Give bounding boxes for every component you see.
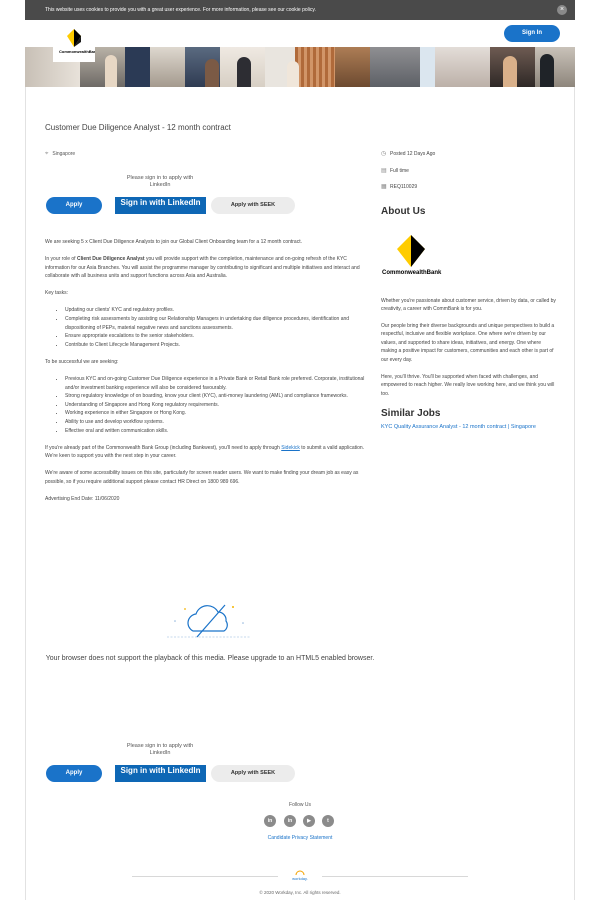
list-item: • Working experience in either Singapore or Hong Kong. (65, 409, 365, 418)
list-item: • Ability to use and develop workflow systems. (65, 418, 365, 427)
site-header (25, 20, 575, 54)
id-card-icon: ▦ (381, 184, 387, 190)
brand-logo[interactable] (53, 20, 95, 62)
about-logo-text: CommonwealthBank (382, 269, 442, 276)
job-title: Customer Due Diligence Analyst - 12 month contract (45, 123, 231, 132)
similar-job-link[interactable]: KYC Quality Assurance Analyst - 12 month contract | Singapore (381, 424, 536, 431)
list-item: • Updating our clients' KYC and regulatory profiles. (65, 306, 365, 315)
job-type (381, 167, 556, 184)
social-links (262, 815, 338, 827)
job-sidebar (381, 150, 556, 432)
workday-logo (288, 870, 312, 881)
document-icon: ▤ (381, 167, 387, 174)
clock-icon: ◷ (381, 151, 387, 157)
role-paragraph: In your role of Client Due Diligence Analyst you will provide support with the completion, maintenance and on-going refresh of the KYC information for our Asia Branches. You will assist the programme manager by contributing to significant and multiple initiatives and interact and collaborate with all business units and support functions across Asia and Australia. (45, 256, 360, 280)
cloud-off-icon (163, 599, 255, 643)
commbank-logo-icon (53, 20, 95, 62)
posted-date-label: Posted 12 Days Ago (390, 151, 436, 157)
location-pin-icon: ⌖ (45, 151, 49, 157)
list-item: • Understanding of Singapore and Hong Kong regulatory requirements. (65, 401, 365, 410)
sign-in-button[interactable]: Sign In (504, 25, 560, 42)
intro-paragraph: We are seeking 5 x Client Due Diligence Analysts to join our Global Client Onboarding team for a 12 month contract. (45, 239, 302, 245)
apply-actions-bottom (46, 743, 296, 783)
close-icon[interactable]: × (557, 5, 567, 15)
candidate-privacy-link[interactable]: Candidate Privacy Statement (267, 835, 333, 841)
requisition-id-label: REQ110029 (390, 184, 418, 190)
linkedin-prompt: Please sign in to apply with LinkedIn (126, 175, 194, 188)
advertising-end-date: Advertising End Date: 11/06/2020 (45, 496, 120, 503)
list-item: • Strong regulatory knowledge of on boarding, know your client (KYC), anti-money laundering (AML) and compliance frameworks. (65, 392, 365, 401)
about-paragraph-2: Our people bring their diverse backgrounds and unique perspectives to build a respectful, inclusive and flexible workplace. One where we're driven by our values, and supported to share ideas, initiatives, and energy. One where making a positive impact for customers, communities and each other is part of our every day. (381, 322, 555, 364)
apply-button[interactable]: Apply (46, 765, 102, 782)
about-us-logo (381, 231, 556, 287)
apply-with-seek-button[interactable]: Apply with SEEK (211, 765, 295, 782)
job-type-label: Full time (390, 167, 409, 174)
apply-actions-top (46, 175, 296, 215)
similar-jobs-heading: Similar Jobs (381, 408, 441, 420)
sidekick-link[interactable]: Sidekick (281, 444, 300, 451)
linkedin-alt-icon[interactable]: in (284, 815, 296, 827)
success-heading: To be successful we are seeking: (45, 358, 119, 365)
commbank-logo-icon (381, 231, 451, 277)
requirements-list (65, 375, 365, 435)
list-item: • Effective oral and written communication skills. (65, 427, 365, 436)
job-location (45, 151, 75, 158)
footer-divider-right (322, 876, 468, 877)
apply-button[interactable]: Apply (46, 197, 102, 214)
workday-logo-text: workday. (292, 876, 308, 881)
accessibility-paragraph: We're aware of some accessibility issues on this site, particularly for screen reader users. We want to make finding your dream job as easy as possible, so if you require additional support please contact HR Direct on 1800 989 696. (45, 470, 359, 485)
cookie-banner-text: This website uses cookies to provide you with a great user experience. For more information, please see our cookie policy. (45, 7, 316, 13)
linkedin-sign-in-button[interactable]: Sign in with LinkedIn (115, 197, 206, 214)
youtube-icon[interactable]: ▶ (303, 815, 315, 827)
cookie-banner (25, 0, 575, 20)
about-us-heading: About Us (381, 205, 426, 217)
job-description (45, 238, 365, 512)
list-item: • Completing risk assessments by assisting our Relationship Managers in undertaking due diligence procedures, identification and dispositioning of PEPs, material negative news and sanctions assessments. (65, 315, 365, 332)
about-paragraph-3: Here, you'll thrive. You'll be supported when faced with challenges, and empowered to reach higher. We really love working here, and we think you will too. (381, 373, 555, 397)
tasks-heading: Key tasks: (45, 290, 69, 297)
brand-logo-text: CommonwealthBank (59, 49, 95, 54)
hero-banner-image (25, 47, 575, 87)
linkedin-sign-in-button[interactable]: Sign in with LinkedIn (115, 765, 206, 782)
twitter-icon[interactable]: t (322, 815, 334, 827)
requisition-id (381, 183, 556, 200)
follow-us-label: Follow Us (289, 802, 311, 808)
about-paragraph-1: Whether you're passionate about customer service, driven by data, or called by creativity, a career with CommBank is for you. (381, 297, 556, 313)
employee-paragraph: If you're already part of the Commonwealth Bank Group (including Bankwest), you'll need to apply through Sidekick to submit a valid application. We're keen to support you with the next step in your career. (45, 444, 365, 460)
posted-date (381, 150, 556, 167)
list-item: • Ensure appropriate escalations to the senior stakeholders. (65, 332, 365, 341)
footer-divider-left (132, 876, 278, 877)
tasks-list (65, 306, 365, 349)
workday-arc-icon (295, 870, 305, 875)
media-unsupported-message: Your browser does not support the playback of this media. Please upgrade to an HTML5 enabled browser. (45, 655, 375, 662)
copyright-text: © 2020 Workday, Inc. All rights reserved. (259, 890, 341, 895)
list-item: • Contribute to Client Lifecycle Management Projects. (65, 341, 365, 350)
linkedin-prompt: Please sign in to apply with LinkedIn (126, 743, 194, 756)
role-name: Client Due Diligence Analyst (76, 256, 145, 263)
media-player (45, 595, 375, 685)
linkedin-icon[interactable]: in (264, 815, 276, 827)
job-location-label: Singapore (52, 151, 76, 157)
apply-with-seek-button[interactable]: Apply with SEEK (211, 197, 295, 214)
list-item: • Previous KYC and on-going Customer Due Diligence experience in a Private Bank or Retail Bank role preferred. Corporate, institutional and/or investment banking experience will also be considered favourably. (65, 375, 365, 392)
